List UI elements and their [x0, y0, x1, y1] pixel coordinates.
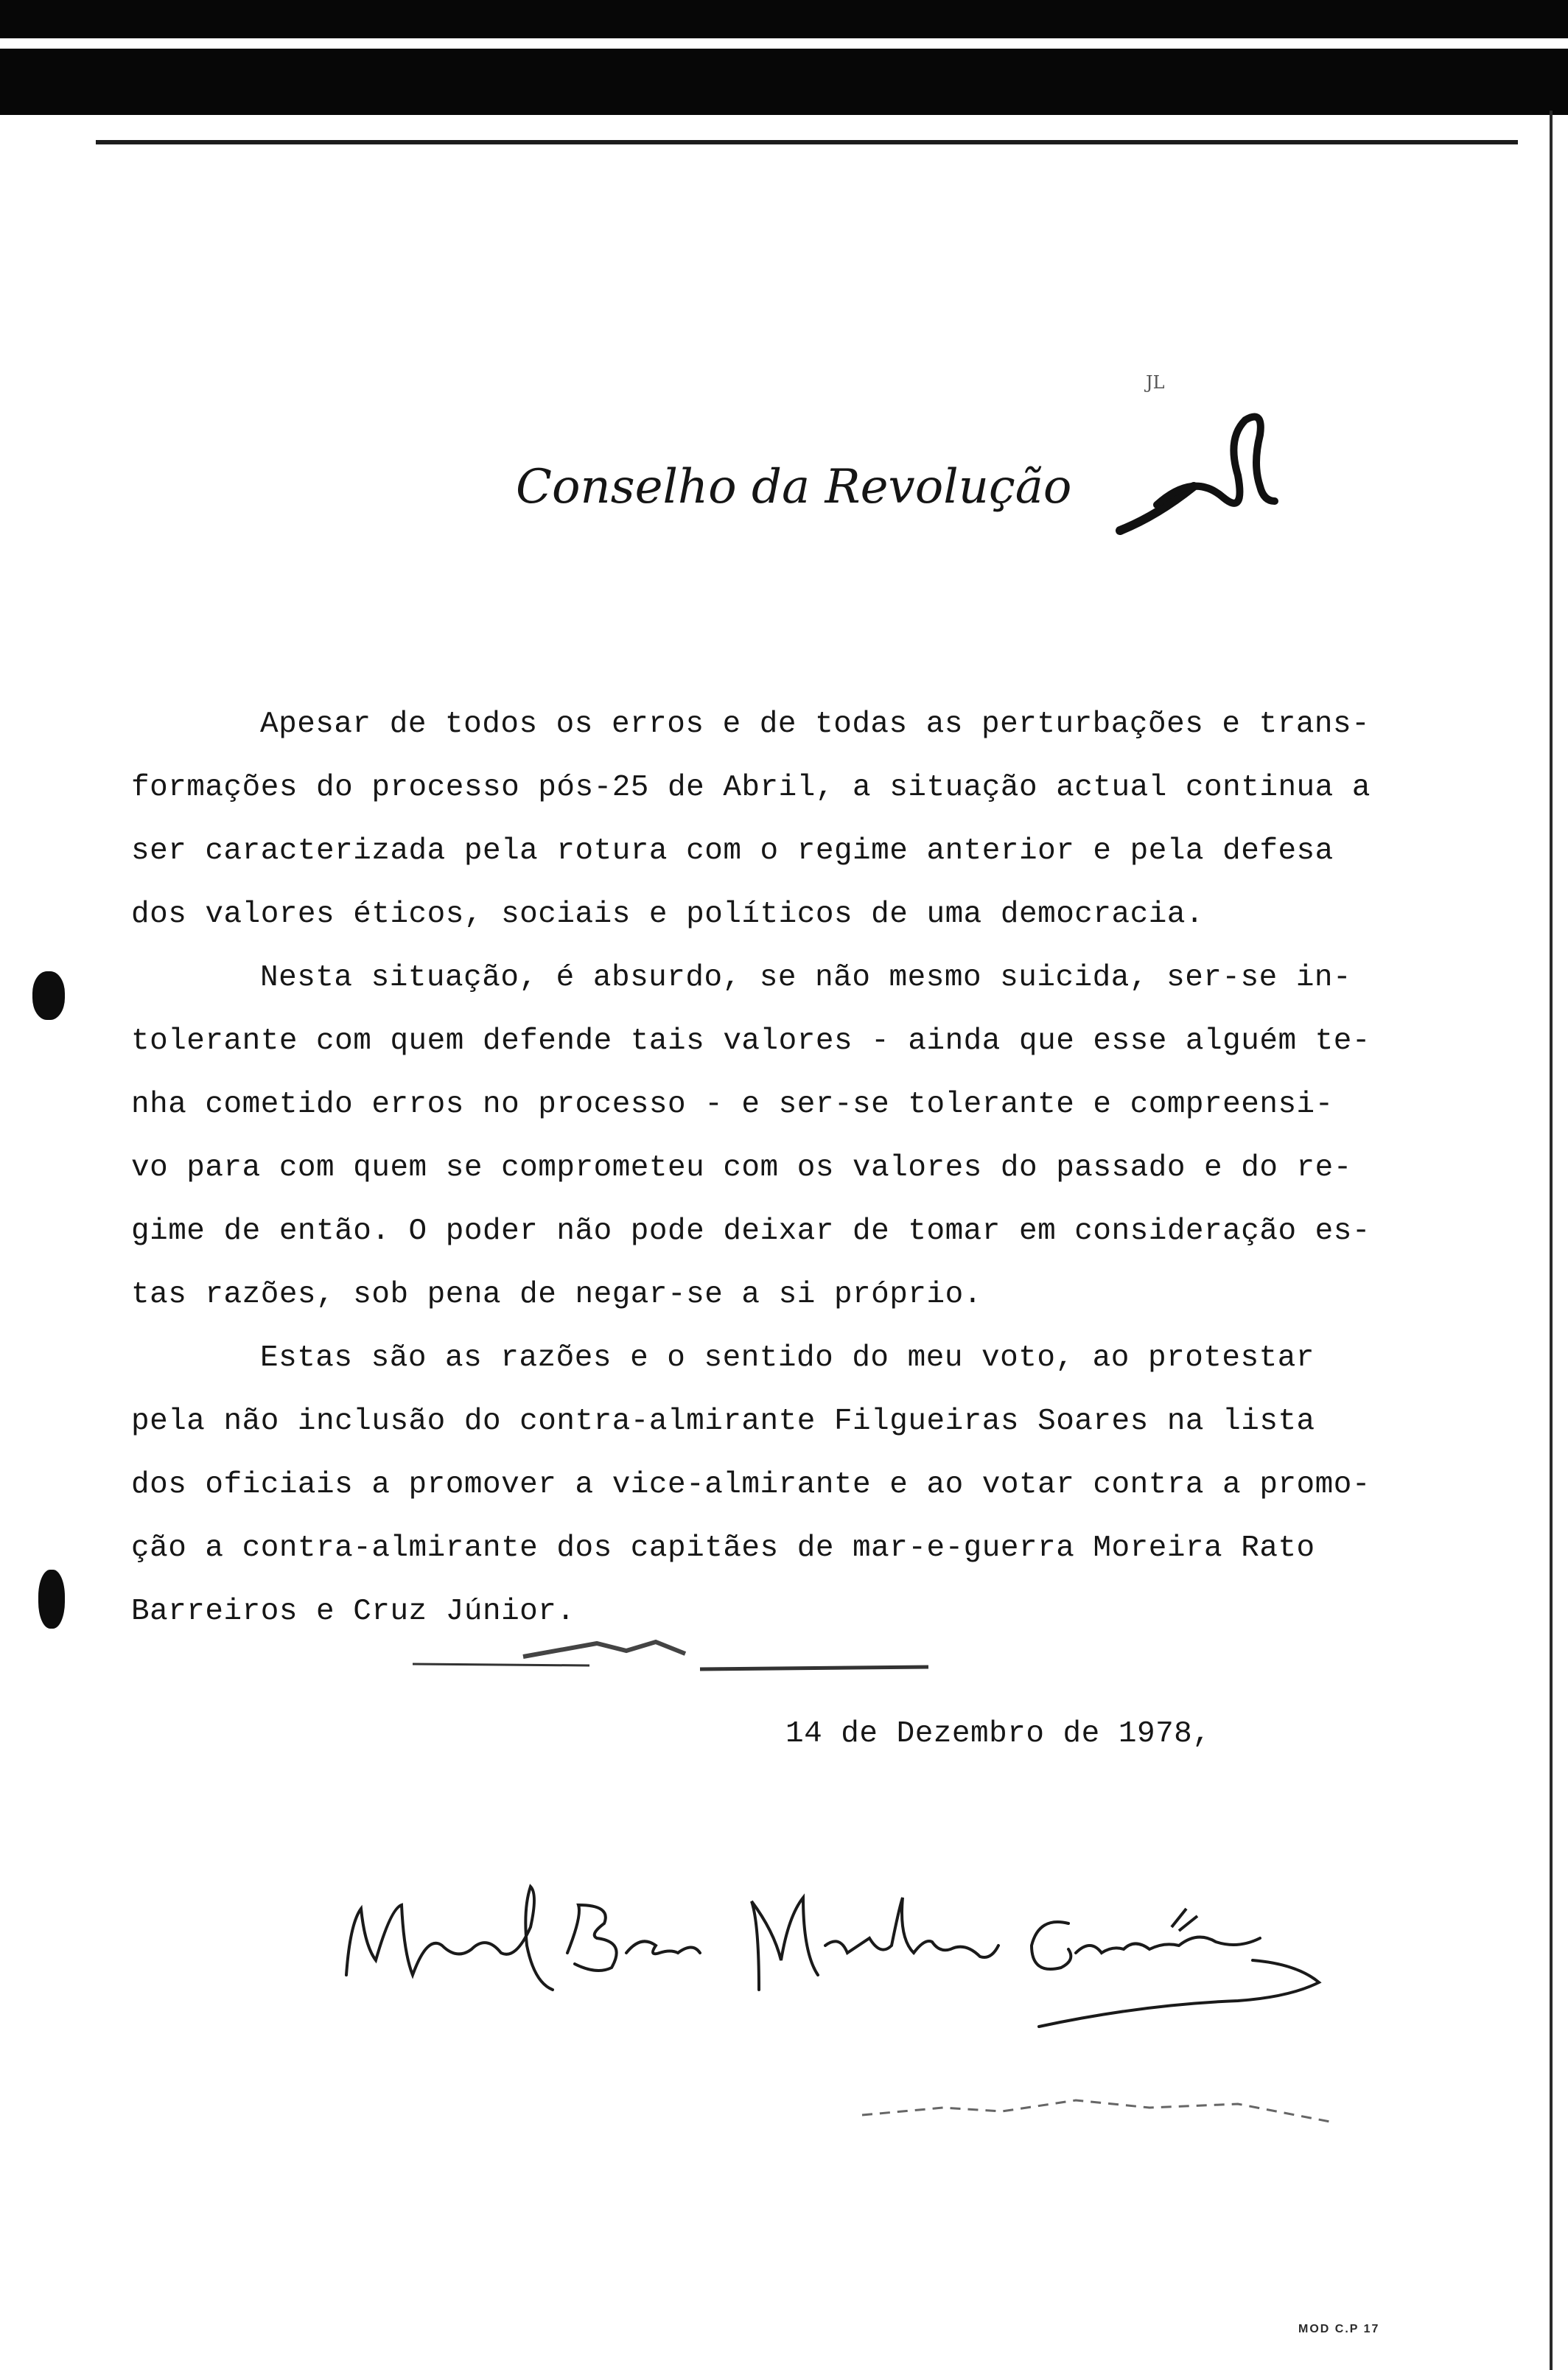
letter-line: dos valores éticos, sociais e políticos de uma democracia. — [131, 898, 1205, 931]
letter-line: pela não inclusão do contra-almirante Filgueiras Soares na lista — [131, 1405, 1315, 1439]
letter-line: gime de então. O poder não pode deixar de tomar em consideração es- — [131, 1214, 1371, 1248]
header-rule — [96, 140, 1518, 144]
letter-line: ção a contra-almirante dos capitães de mar-e-guerra Moreira Rato — [131, 1531, 1315, 1565]
letter-line: vo para com quem se comprometeu com os valores do passado e do re- — [131, 1151, 1352, 1185]
top-scan-bar-lower — [0, 49, 1568, 115]
letter-body — [131, 693, 1384, 1643]
letter-line: Barreiros e Cruz Júnior. — [131, 1595, 575, 1629]
signature — [332, 1864, 1334, 2049]
letter-line: tolerante com quem defende tais valores - ainda que esse alguém te- — [131, 1024, 1371, 1058]
letter-line: dos oficiais a promover a vice-almirante e ao votar contra a promo- — [131, 1468, 1371, 1502]
punch-hole-bottom — [38, 1570, 65, 1629]
letter-line: nha cometido erros no processo - e ser-se tolerante e compreensi- — [131, 1088, 1334, 1122]
letterhead-title — [508, 435, 1072, 538]
letter-line: tas razões, sob pena de negar-se a si próprio. — [131, 1278, 982, 1312]
letter-line: ser caracterizada pela rotura com o regime anterior e pela defesa — [131, 834, 1334, 868]
form-code: MOD C.P 17 — [1298, 2323, 1380, 2335]
letter-line: Estas são as razões e o sentido do meu voto, ao protestar — [260, 1341, 1315, 1375]
letter-date: 14 de Dezembro de 1978, — [785, 1717, 1211, 1751]
top-scan-bar — [0, 0, 1568, 38]
letter-line: Nesta situação, é absurdo, se não mesmo suicida, ser-se in- — [260, 961, 1352, 995]
right-page-edge — [1550, 111, 1553, 2370]
margin-note: JL — [1146, 372, 1165, 393]
letter-line: formações do processo pós-25 de Abril, a situação actual continua a — [131, 771, 1371, 805]
scan-smudge-2 — [855, 2078, 1341, 2137]
punch-hole-top — [32, 971, 65, 1020]
letter-line: Apesar de todos os erros e de todas as perturbações e trans- — [260, 707, 1371, 741]
letterhead-title-text: Conselho da Revolução — [516, 460, 1072, 514]
signature-text: Manuel Bento Martins Guerreiro — [332, 1864, 346, 1865]
scan-smudge-1 — [405, 1629, 936, 1680]
handwritten-initials — [1113, 405, 1282, 553]
